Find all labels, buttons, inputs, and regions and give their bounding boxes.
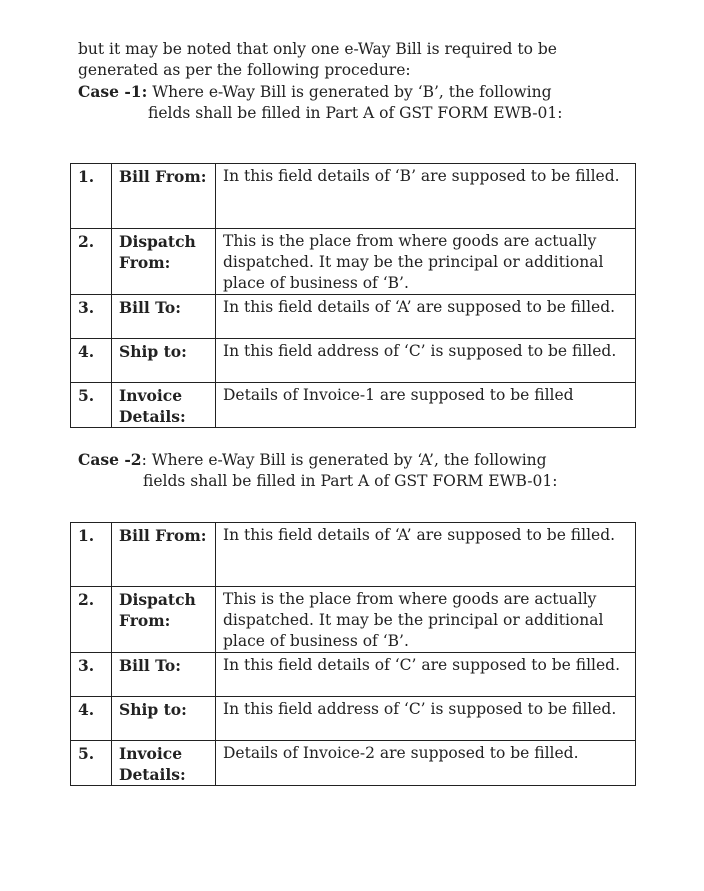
table-row — [71, 587, 636, 653]
table-row — [71, 383, 636, 428]
case2-heading — [78, 449, 557, 471]
intro-line: generated as per the following procedure: — [78, 61, 411, 79]
field-name: Bill To: — [112, 653, 216, 697]
field-name: Bill From: — [112, 164, 216, 229]
table-row — [71, 697, 636, 741]
field-description: Details of Invoice-2 are supposed to be filled. — [216, 741, 636, 786]
table-row — [71, 164, 636, 229]
row-number: 2. — [71, 587, 112, 653]
intro-line: but it may be noted that only one e-Way Bill is required to be — [78, 40, 557, 58]
row-number: 5. — [71, 383, 112, 428]
field-name: Bill From: — [112, 523, 216, 587]
table-row — [71, 741, 636, 786]
row-number: 1. — [71, 164, 112, 229]
case1-label: Case -1: — [78, 82, 148, 101]
field-description: In this field details of ‘C’ are supposed to be filled. — [216, 653, 636, 697]
case2-label: Case -2 — [78, 450, 142, 469]
row-number: 3. — [71, 653, 112, 697]
field-name: Ship to: — [112, 339, 216, 383]
field-description: This is the place from where goods are actually dispatched. It may be the principal or additional place of business of ‘B’. — [216, 229, 636, 295]
field-description: In this field details of ‘B’ are supposed to be filled. — [216, 164, 636, 229]
table-row — [71, 339, 636, 383]
field-name: Invoice Details: — [112, 383, 216, 428]
case2-table — [70, 522, 636, 786]
field-description: This is the place from where goods are actually dispatched. It may be the principal or additional place of business of ‘B’. — [216, 587, 636, 653]
case2-line2: fields shall be filled in Part A of GST FORM EWB-01: — [143, 472, 558, 490]
case1-heading — [78, 81, 562, 103]
table-row — [71, 653, 636, 697]
case1-table — [70, 163, 636, 428]
field-name: Invoice Details: — [112, 741, 216, 786]
intro-paragraph — [78, 39, 562, 124]
field-name: Ship to: — [112, 697, 216, 741]
case2-line1: : Where e-Way Bill is generated by ‘A’, the following — [141, 451, 547, 469]
field-name: Dispatch From: — [112, 229, 216, 295]
row-number: 4. — [71, 339, 112, 383]
field-name: Bill To: — [112, 295, 216, 339]
row-number: 1. — [71, 523, 112, 587]
case2-paragraph — [78, 449, 557, 492]
table-row — [71, 295, 636, 339]
field-description: In this field details of ‘A’ are supposed to be filled. — [216, 523, 636, 587]
case1-line1: Where e-Way Bill is generated by ‘B’, the following — [147, 83, 552, 101]
row-number: 2. — [71, 229, 112, 295]
case1-line2: fields shall be filled in Part A of GST FORM EWB-01: — [148, 104, 563, 122]
row-number: 5. — [71, 741, 112, 786]
field-description: In this field details of ‘A’ are supposed to be filled. — [216, 295, 636, 339]
field-description: Details of Invoice-1 are supposed to be filled — [216, 383, 636, 428]
row-number: 4. — [71, 697, 112, 741]
table-row — [71, 229, 636, 295]
field-description: In this field address of ‘C’ is supposed to be filled. — [216, 339, 636, 383]
field-name: Dispatch From: — [112, 587, 216, 653]
table-row — [71, 523, 636, 587]
field-description: In this field address of ‘C’ is supposed to be filled. — [216, 697, 636, 741]
row-number: 3. — [71, 295, 112, 339]
